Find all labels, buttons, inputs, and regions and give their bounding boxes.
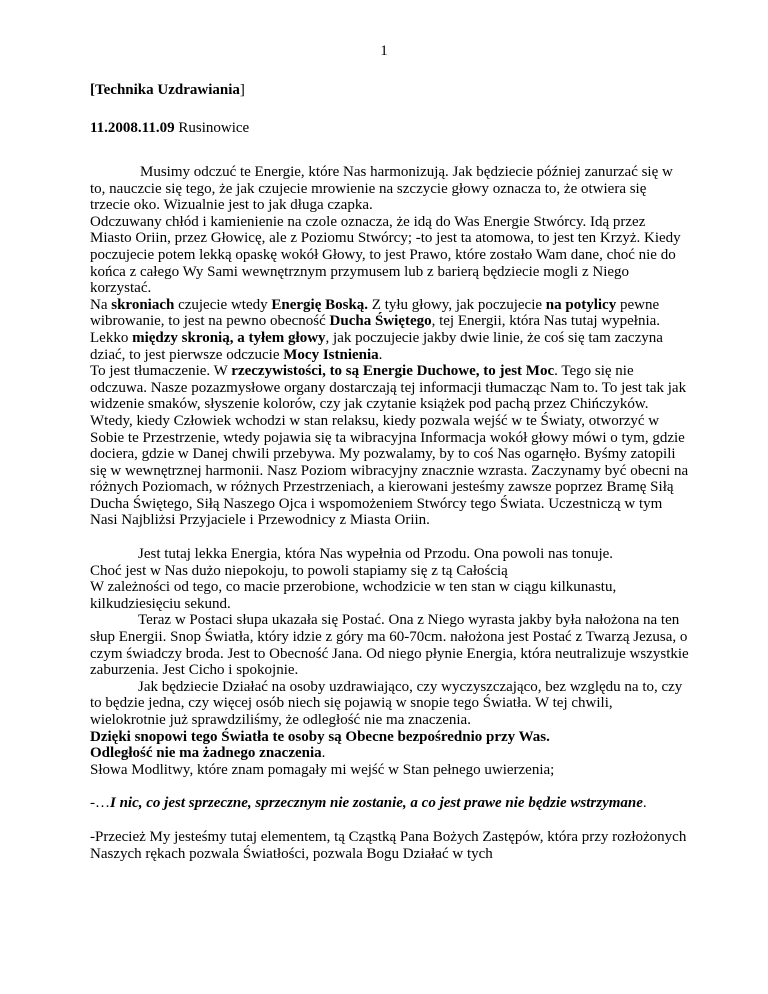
paragraph-gap <box>90 778 690 795</box>
paragraph-9: W zależności od tego, co macie przerobione, wchodzicie w ten stan w ciągu kilkunastu, kilkudziesięciu sekund. <box>90 579 617 612</box>
paragraph-6: Wtedy, kiedy Człowiek wchodzi w stan relaksu, kiedy pozwala wejść w te Światy, otworzyć w Sobie te Przestrzenie, wtedy pojawia się ta wibracyjna Informacja wokół głowy mówi o tym, gdzie dociera, gdzie w Danej chwili przebywa. My pozwalamy, by to coś Nas ogarnęło. Byśmy zatopili się w wewnętrznej harmonii. Nasz Poziom wibracyjny znacznie wzrasta. Zaczynamy być obecni na różnych Poziomach, w różnych Przestrzeniach, a kierowani jesteśmy zawsze poprzez Bramę Siłą Ducha Świętego, Siłą Naszego Ojca i wspomożeniem Stwórcy tego Świata. Uczestniczą w tym Nasi Najbliżsi Przyjaciele i Przewodnicy z Miasta Oriin. <box>90 412 689 529</box>
title-bracket: ] <box>239 82 245 98</box>
paragraph-4: Lekko między skronią, a tyłem głowy, jak poczujecie jakby dwie linie, że coś się tam zaczyna dziać, to jest pierwsze odczucie Mocy Istnienia. <box>90 329 663 363</box>
paragraph-12: Dzięki snopowi tego Światła te osoby są Obecne bezpośrednio przy Was. <box>90 728 550 745</box>
paragraph-16: -Przecież My jesteśmy tutaj elementem, tą Cząstką Pana Bożych Zastępów, która przy rozłożonych Naszych rękach pozwala Światłości, pozwala Bogu Działać w tych <box>90 828 687 862</box>
document-title <box>90 82 245 99</box>
paragraph-10: Teraz w Postaci słupa ukazała się Postać. Ona z Niego wyrasta jakby była nałożona na ten słup Energii. Snop Światła, który idzie z góry ma 60-70cm. nałożona jest Postać z Twarzą Jezusa, o czym świadczy broda. Jest to Obecność Jana. Od niego płynie Energia, która neutralizuje wszystkie zaburzenia. Jest Cicho i spokojnie. <box>90 612 689 679</box>
paragraph-3: Na skroniach czujecie wtedy Energię Boską. Z tyłu głowy, jak poczujecie na potylicy pewne wibrowanie, to jest na pewno obecność Ducha Świętego, tej Energii, która Nas tutaj wypełnia. <box>90 296 661 330</box>
paragraph-11: Jak będziecie Działać na osoby uzdrawiająco, czy wyczyszczająco, bez względu na to, czy to będzie jedna, czy więcej osób niech się pojawią w snopie tego Światła. W tej chwili, wielokrotnie już sprawdziliśmy, że odległość nie ma znaczenia. <box>90 678 683 728</box>
document-body <box>90 164 690 862</box>
title-text: [Technika Uzdrawiania <box>90 82 240 98</box>
paragraph-14: Słowa Modlitwy, które znam pomagały mi wejść w Stan pełnego uwierzenia; <box>90 761 555 778</box>
page-number: 1 <box>380 43 388 59</box>
place-text: Rusinowice <box>174 120 250 136</box>
paragraph-gap <box>90 812 690 829</box>
paragraph-15: -…I nic, co jest sprzeczne, sprzecznym nie zostanie, a co jest prawe nie będzie wstrzymane. <box>90 795 647 812</box>
date-text: 11.2008.11.09 <box>90 120 175 136</box>
paragraph-8: Choć jest w Nas dużo niepokoju, to powoli stapiamy się z tą Całością <box>90 562 508 579</box>
paragraph-13: Odległość nie ma żadnego znaczenia. <box>90 745 326 762</box>
paragraph-5: To jest tłumaczenie. W rzeczywistości, to są Energie Duchowe, to jest Moc. Tego się nie odczuwa. Nasze pozazmysłowe organy dostarczają tej informacji tłumacząc Nam to. To jest tak jak widzenie smaków, słyszenie kolorów, czy jak czytanie książek pod pachą przez Chińczyków. <box>90 363 687 413</box>
document-date-line <box>90 120 249 137</box>
paragraph-1: Musimy odczuć te Energie, które Nas harmonizują. Jak będziecie później zanurzać się w to, nauczcie się tego, że jak czujecie mrowienie na szczycie głowy oznacza to, że otwiera się trzecie oko. Wizualnie jest to jak długa czapka. <box>90 164 673 214</box>
paragraph-7: Jest tutaj lekka Energia, która Nas wypełnia od Przodu. Ona powoli nas tonuje. <box>138 546 614 563</box>
paragraph-2: Odczuwany chłód i kamienienie na czole oznacza, że idą do Was Energie Stwórcy. Idą przez Miasto Oriin, przez Głowicę, ale z Poziomu Stwórcy; -to jest ta atomowa, to jest ten Krzyż. Kiedy poczujecie potem lekką opaskę wokół Głowy, to jest Prawo, które zostało Wam dane, choć nie do końca z całego Wy Sami wewnętrznym przymusem lub z barierą będziecie mogli z Niego korzystać. <box>90 213 681 297</box>
paragraph-gap <box>90 529 690 546</box>
